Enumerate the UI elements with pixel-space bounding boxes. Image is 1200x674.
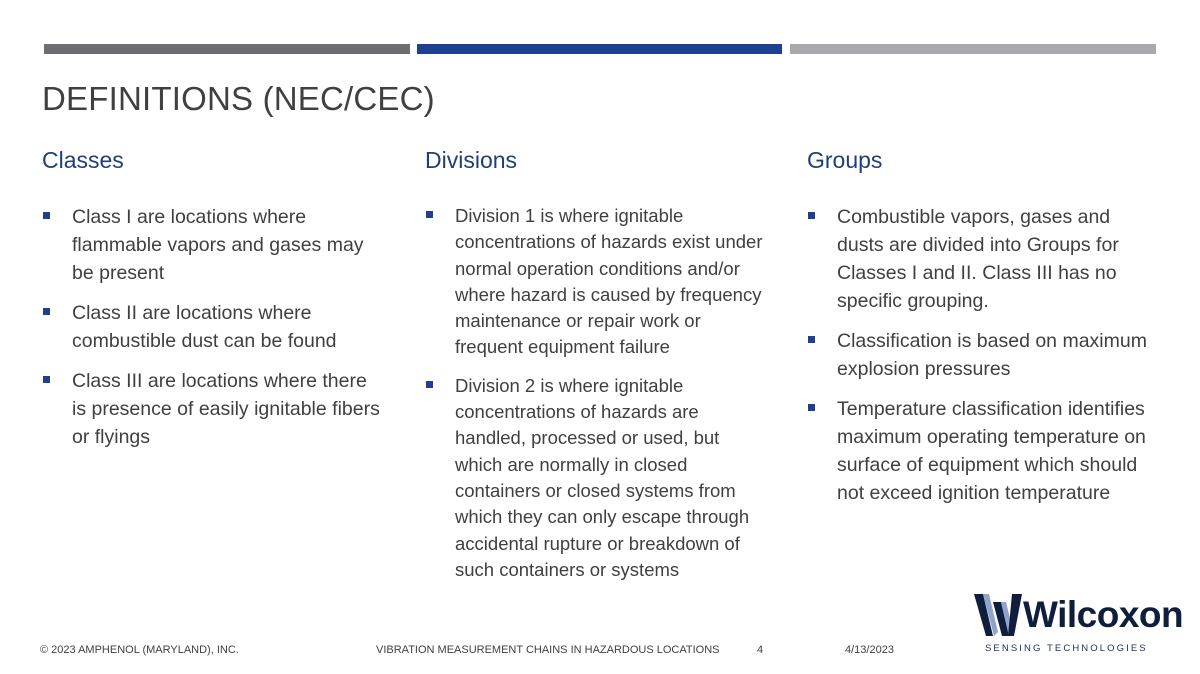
footer-date: 4/13/2023 <box>845 644 894 656</box>
column-heading-groups: Groups <box>807 147 883 173</box>
bullet-list-classes <box>42 203 382 451</box>
logo-w-mark-icon <box>974 592 1024 638</box>
bullet-text: Class II are locations where combustible dust can be found <box>72 302 337 352</box>
bullet-item <box>807 395 1157 507</box>
footer-page-number: 4 <box>757 644 764 656</box>
bullet-text: Class III are locations where there is presence of easily ignitable fibers or flyings <box>72 370 380 448</box>
column-heading-classes: Classes <box>42 147 124 173</box>
square-bullet-icon <box>808 336 815 343</box>
square-bullet-icon <box>43 308 50 315</box>
header-bar-light-gray <box>790 44 1156 54</box>
column-divisions <box>425 147 770 595</box>
logo-wordmark: Wilcoxon <box>1023 594 1184 635</box>
bullet-item <box>807 203 1157 315</box>
bullet-item <box>42 367 382 451</box>
square-bullet-icon <box>43 376 50 383</box>
square-bullet-icon <box>426 381 433 388</box>
bullet-text: Class I are locations where flammable vapors and gases may be present <box>72 206 364 284</box>
column-classes <box>42 147 382 463</box>
header-bar-blue <box>417 44 782 54</box>
bullet-item <box>42 299 382 355</box>
square-bullet-icon <box>426 211 433 218</box>
wilcoxon-logo <box>974 590 1184 656</box>
bullet-item <box>42 203 382 287</box>
footer-presentation-title: VIBRATION MEASUREMENT CHAINS IN HAZARDOUS LOCATIONS <box>376 644 720 656</box>
bullet-list-divisions <box>425 203 770 583</box>
square-bullet-icon <box>808 212 815 219</box>
bullet-item <box>425 203 770 361</box>
column-heading-divisions: Divisions <box>425 147 518 173</box>
square-bullet-icon <box>43 212 50 219</box>
bullet-list-groups <box>807 203 1157 507</box>
bullet-text: Temperature classification identifies maximum operating temperature on surface of equipment which should not exceed ignition temperature <box>837 398 1146 504</box>
column-groups <box>807 147 1157 519</box>
bullet-item <box>807 327 1157 383</box>
footer-copyright: © 2023 AMPHENOL (MARYLAND), INC. <box>40 644 239 656</box>
bullet-item <box>425 373 770 583</box>
bullet-text: Division 2 is where ignitable concentrations of hazards are handled, processed or used, but which are normally in closed containers or closed systems from which they can only escape through accidental rupture or breakdown of such containers or systems <box>455 374 750 580</box>
bullet-text: Classification is based on maximum explosion pressures <box>837 330 1147 380</box>
header-bar-gray <box>44 44 410 54</box>
logo-tagline: SENSING TECHNOLOGIES <box>985 643 1148 654</box>
bullet-text: Combustible vapors, gases and dusts are divided into Groups for Classes I and II. Class III has no specific grouping. <box>837 206 1119 312</box>
square-bullet-icon <box>808 404 815 411</box>
bullet-text: Division 1 is where ignitable concentrations of hazards exist under normal operation conditions and/or where hazard is caused by frequency maintenance or repair work or frequent equipment failure <box>455 205 763 358</box>
slide-title: DEFINITIONS (NEC/CEC) <box>42 80 435 117</box>
